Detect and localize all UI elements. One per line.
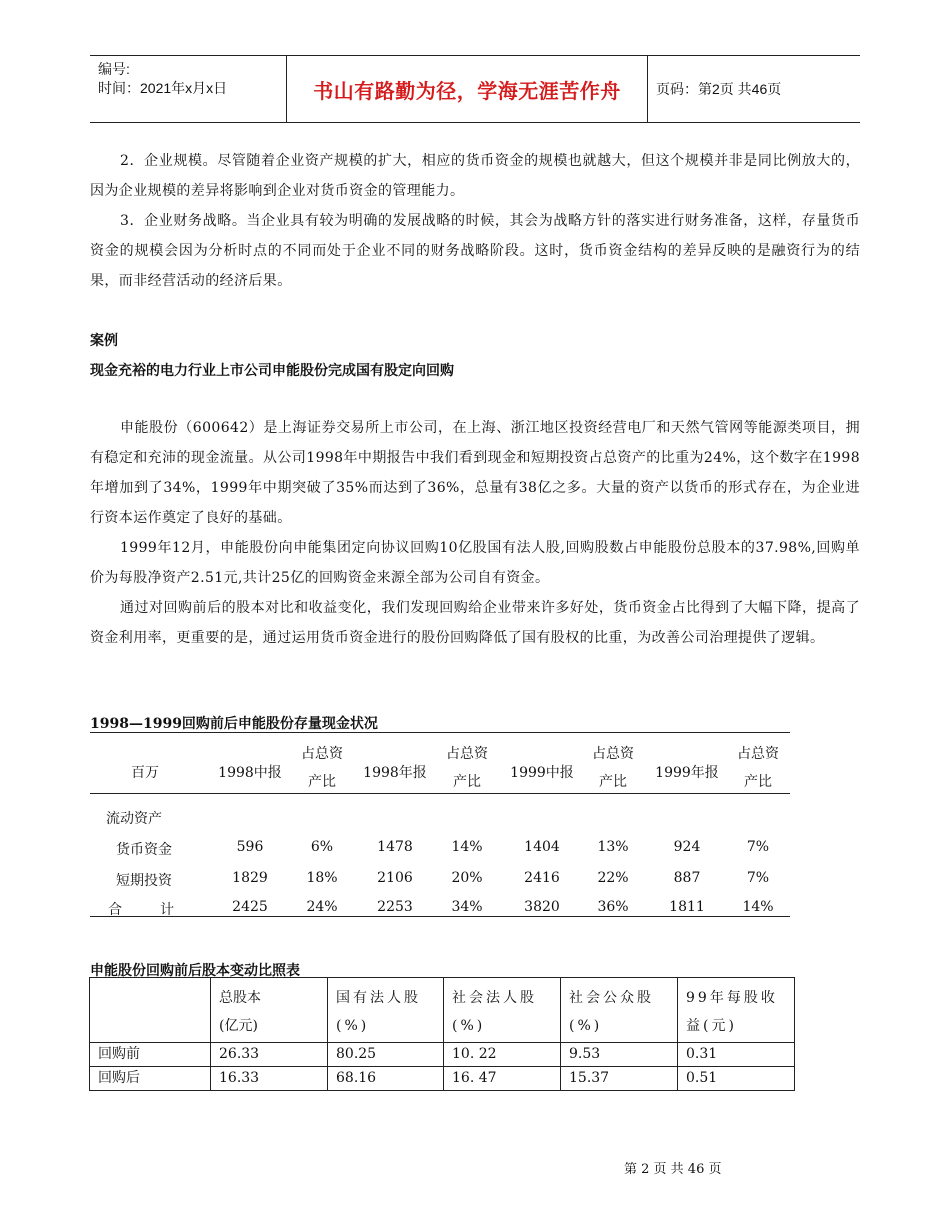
page-footer: 第 2 页 共 46 页	[624, 1162, 722, 1177]
table2-cell: 16.33	[211, 1067, 328, 1091]
table1-header-ratio-1: 占总资 产比	[301, 746, 343, 790]
table2-header-cell: 99年每股收 益(元)	[678, 978, 795, 1043]
table1-row-label: 短期投资	[116, 873, 172, 889]
table2-header-cell: 社会公众股 (%)	[561, 978, 678, 1043]
table2-cell: 9.53	[561, 1043, 678, 1067]
paragraph-case-intro: 申能股份（600642）是上海证券交易所上市公司，在上海、浙江地区投资经营电厂和天然气管网等能源类项目，拥有稳定和充沛的现金流量。从公司1998年中期报告中我们看到现金和短期投资占总资产的比重为24%，这个数字在1998年增加到了34%，1999年中期突破了35%而达到了36%，总量有38亿之多。大量的资产以货币的形式存在，为企业进行资本运作奠定了良好的基础。	[90, 420, 860, 526]
motto: 书山有路勤为径，学海无涯苦作舟	[286, 56, 648, 122]
table1-cell: 34%	[451, 899, 483, 915]
table2-corner	[90, 978, 211, 1043]
table2-cell: 80.25	[328, 1043, 444, 1067]
table2-row-label: 回购后	[90, 1067, 211, 1091]
table1-cell: 1478	[377, 839, 413, 855]
table1-cell: 24%	[306, 899, 338, 915]
table2-header-cell: 总股本 (亿元)	[211, 978, 328, 1043]
table1-cell: 1404	[524, 839, 560, 855]
page-info: 页码：第2页 共46页	[656, 81, 782, 97]
table1-cell: 18%	[306, 870, 338, 886]
table1-cell: 924	[673, 839, 701, 855]
number-label: 编号:	[98, 61, 130, 77]
table2-cell: 0.31	[678, 1043, 795, 1067]
table1-header-ratio-4: 占总资 产比	[737, 746, 779, 790]
table1-total-label-b: 计	[160, 902, 174, 918]
table2-cell: 0.51	[678, 1067, 795, 1091]
table1-cell: 7%	[746, 870, 770, 886]
table1-cell: 2253	[377, 899, 413, 915]
table1-group-label: 流动资产	[106, 811, 162, 827]
table1-cell: 3820	[524, 899, 560, 915]
table1-header-unit: 百万	[131, 765, 159, 781]
paragraph-financial-strategy: 3．企业财务战略。当企业具有较为明确的发展战略的时候，其会为战略方针的落实进行财务准备，这样，存量货币资金的规模会因为分析时点的不同而处于企业不同的财务战略阶段。这时，货币资金结构的差异反映的是融资行为的结果，而非经营活动的经济后果。	[90, 213, 860, 289]
table-row	[90, 1043, 795, 1067]
table1-cell: 36%	[597, 899, 629, 915]
table2-cell: 15.37	[561, 1067, 678, 1091]
table1-header-1999-interim: 1999中报	[510, 765, 574, 781]
header-meta	[98, 60, 227, 98]
table1-header-ratio-3: 占总资 产比	[592, 746, 634, 790]
paragraph-benefits: 通过对回购前后的股本对比和收益变化，我们发现回购给企业带来许多好处，货币资金占比得到了大幅下降，提高了资金利用率，更重要的是，通过运用货币资金进行的股份回购降低了国有股权的比重，为改善公司治理提供了逻辑。	[90, 600, 860, 646]
table1-cell: 2425	[232, 899, 268, 915]
time-label: 时间：2021年x月x日	[98, 80, 228, 96]
table1-top-rule	[90, 732, 790, 733]
table2-cell: 68.16	[328, 1067, 444, 1091]
table1-cell: 596	[236, 839, 264, 855]
table1-header-1998-annual: 1998年报	[363, 765, 427, 781]
table2-header-cell: 国有法人股 (%)	[328, 978, 444, 1043]
case-label: 案例	[90, 333, 118, 349]
equity-change-table	[89, 977, 795, 1091]
table1-title: 1998—1999回购前后申能股份存量现金状况	[90, 716, 378, 732]
table1-cell: 6%	[310, 839, 334, 855]
table1-cell: 2106	[377, 870, 413, 886]
table2-title: 申能股份回购前后股本变动比照表	[90, 963, 300, 979]
table2-cell: 26.33	[211, 1043, 328, 1067]
table1-cell: 22%	[597, 870, 629, 886]
table2-header-row	[90, 978, 795, 1043]
table1-cell: 2416	[524, 870, 560, 886]
table2-row-label: 回购前	[90, 1043, 211, 1067]
table1-bottom-rule	[90, 916, 790, 917]
table2-header-cell: 社会法人股 (%)	[444, 978, 561, 1043]
page-header	[90, 55, 860, 123]
table2-cell: 16. 47	[444, 1067, 561, 1091]
table1-total-label-a: 合	[108, 902, 122, 918]
case-title: 现金充裕的电力行业上市公司申能股份完成国有股定向回购	[90, 363, 454, 379]
table1-cell: 887	[673, 870, 701, 886]
table1-cell: 14%	[451, 839, 483, 855]
table1-cell: 13%	[597, 839, 629, 855]
table-row	[90, 1067, 795, 1091]
table1-header-1998-interim: 1998中报	[218, 765, 282, 781]
table1-header-ratio-2: 占总资 产比	[446, 746, 488, 790]
table1-row-label: 货币资金	[116, 842, 172, 858]
table1-cell: 1829	[232, 870, 268, 886]
table1-cell: 1811	[669, 899, 705, 915]
table2-cell: 10. 22	[444, 1043, 561, 1067]
table1-cell: 14%	[742, 899, 774, 915]
paragraph-buyback: 1999年12月，申能股份向申能集团定向协议回购10亿股国有法人股,回购股数占申能股份总股本的37.98%,回购单价为每股净资产2.51元,共计25亿的回购资金来源全部为公司自有资金。	[90, 540, 860, 586]
table1-cell: 7%	[746, 839, 770, 855]
table1-header-1999-annual: 1999年报	[655, 765, 719, 781]
table1-cell: 20%	[451, 870, 483, 886]
paragraph-enterprise-scale: 2．企业规模。尽管随着企业资产规模的扩大，相应的货币资金的规模也就越大，但这个规模并非是同比例放大的，因为企业规模的差异将影响到企业对货币资金的管理能力。	[90, 153, 860, 199]
